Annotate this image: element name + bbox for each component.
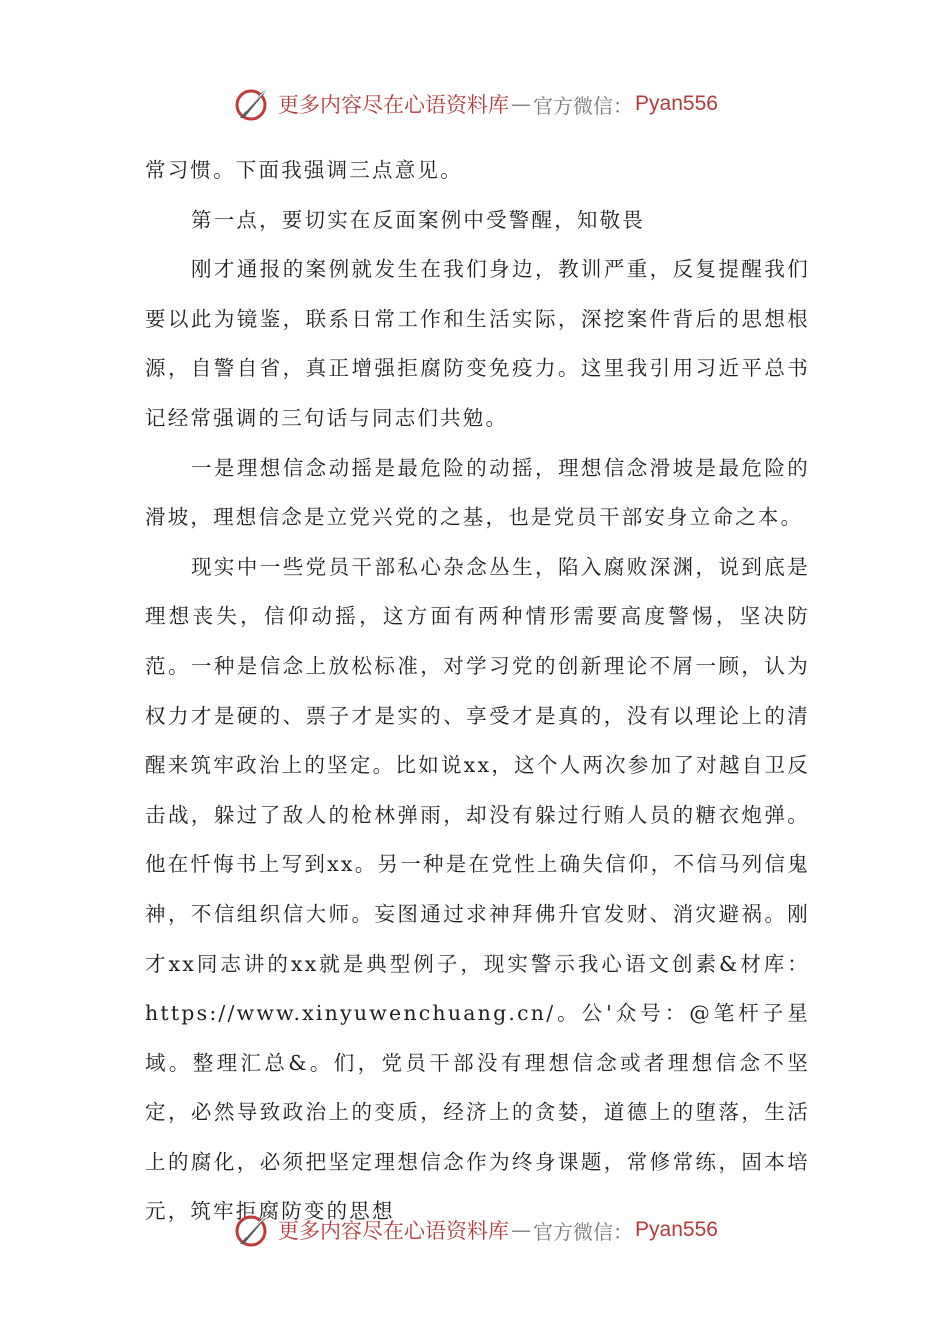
banner-wechat-id: Pyan556 (635, 92, 718, 115)
banner-wechat-label: 官方微信： (533, 93, 634, 118)
footer-banner (0, 1208, 950, 1252)
banner-wechat-id: Pyan556 (635, 1218, 718, 1241)
quill-logo-icon (232, 1210, 272, 1250)
banner-dash: — (511, 92, 532, 116)
paragraph-continuation: 常习惯。下面我强调三点意见。 (145, 158, 463, 182)
section-heading: 第一点，要切实在反面案例中受警醒，知敬畏 (191, 207, 645, 232)
banner-brand: 更多内容尽在心语资料库 (278, 93, 510, 117)
header-banner (0, 82, 950, 126)
paragraph: 刚才通报的案例就发生在我们身边，教训严重，反复提醒我们要以此为镜鉴，联系日常工作和生活实际，深挖案件背后的思想根源，自警自省，真正增强拒腐防变免疫力。这里我引用习近平总书记经常强调的三句话与同志们共勉。 (145, 257, 810, 430)
quill-logo-icon (232, 84, 272, 124)
paragraph: 一是理想信念动摇是最危险的动摇，理想信念滑坡是最危险的滑坡，理想信念是立党兴党的之基，也是党员干部安身立命之本。 (145, 455, 810, 530)
banner-wechat-label: 官方微信： (533, 1219, 634, 1244)
banner-brand: 更多内容尽在心语资料库 (278, 1219, 510, 1243)
banner-dash: — (511, 1218, 532, 1242)
paragraph: 现实中一些党员干部私心杂念丛生，陷入腐败深渊，说到底是理想丧失，信仰动摇，这方面有两种情形需要高度警惕，坚决防范。一种是信念上放松标准，对学习党的创新理论不屑一顾，认为权力才是硬的、票子才是实的、享受才是真的，没有以理论上的清醒来筑牢政治上的坚定。比如说xx，这个人两次参加了对越自卫反击战，躲过了敌人的枪林弹雨，却没有躲过行贿人员的糖衣炮弹。他在忏悔书上写到xx。另一种是在党性上确失信仰，不信马列信鬼神，不信组织信大师。妄图通过求神拜佛升官发财、消灾避祸。刚才xx同志讲的xx就是典型例子，现实警示我心语文创素&材库：https://www.xinyuwenchuang.cn/。公'众号：@笔杆子星域。整理汇总&。们，党员干部没有理想信念或者理想信念不坚定，必然导致政治上的变质，经济上的贪婪，道德上的堕落，生活上的腐化，必须把坚定理想信念作为终身课题，常修常练，固本培元，筑牢拒腐防变的思想 (145, 554, 810, 1224)
document-body (145, 146, 810, 1237)
